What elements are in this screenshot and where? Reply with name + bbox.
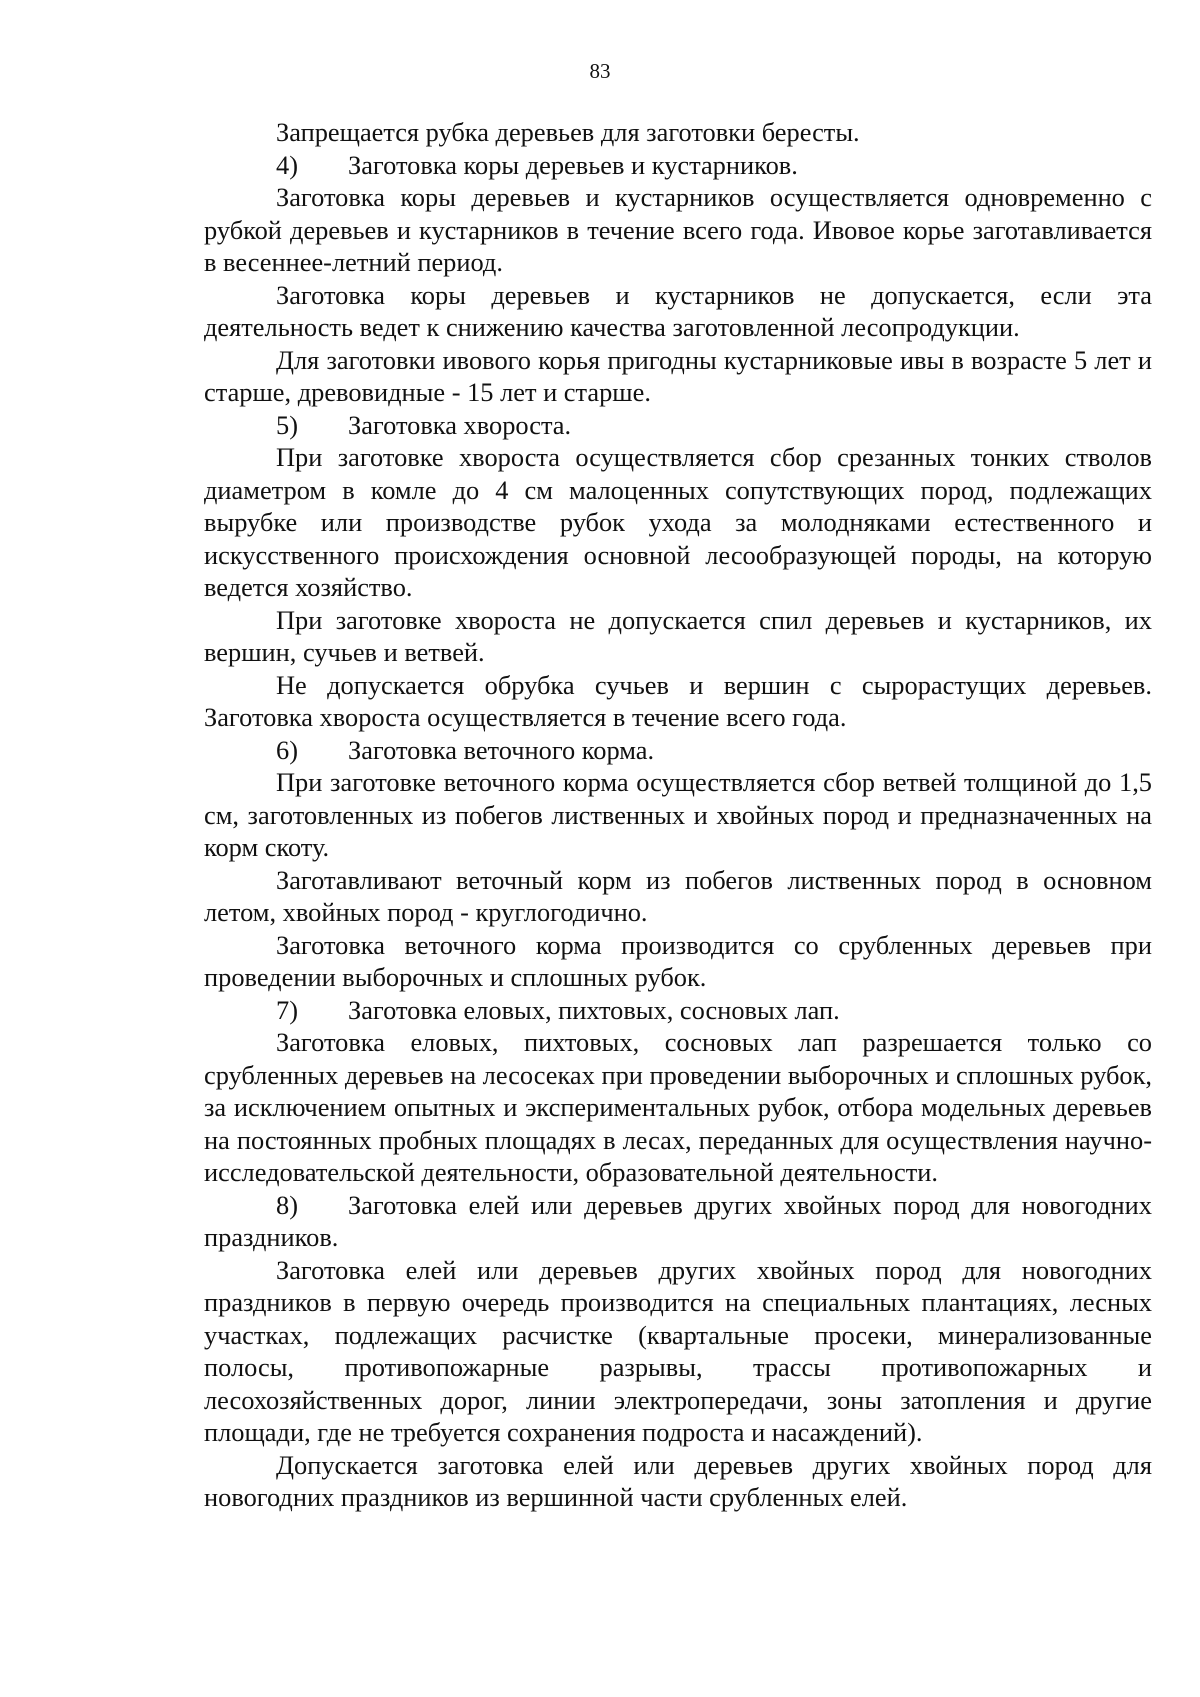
list-item-text: Заготовка еловых, пихтовых, сосновых лап. [348, 994, 840, 1025]
list-item-heading [204, 149, 1152, 182]
paragraph: Заготовка коры деревьев и кустарников осуществляется одновременно с рубкой деревьев и кустарников в течение всего года. Ивовое корье заготавливается в весеннее-летний период. [204, 182, 1152, 277]
list-number: 7) [276, 994, 298, 1025]
paragraph: Заготовка веточного корма производится со срубленных деревьев при проведении выборочных и сплошных рубок. [204, 929, 1152, 992]
paragraph: Не допускается обрубка сучьев и вершин с сырорастущих деревьев. Заготовка хвороста осуществляется в течение всего года. [204, 669, 1152, 732]
paragraph: Запрещается рубка деревьев для заготовки бересты. [276, 117, 860, 147]
list-item-heading [204, 994, 1152, 1027]
paragraph: Заготовка еловых, пихтовых, сосновых лап разрешается только со срубленных деревьев на лесосеках при проведении выборочных и сплошных рубок, за исключением опытных и экспериментальных рубок, отбора модельных деревьев на постоянных пробных площадях в лесах, переданных для осуществления научно-исследовательской деятельности, образовательной деятельности. [204, 1027, 1152, 1187]
list-number: 4) [276, 149, 298, 180]
list-item-text: Заготовка коры деревьев и кустарников. [348, 149, 798, 180]
paragraph: Для заготовки ивового корья пригодны кустарниковые ивы в возрасте 5 лет и старше, древовидные - 15 лет и старше. [204, 344, 1152, 407]
paragraph: Заготовка елей или деревьев других хвойных пород для новогодних праздников в первую очередь производится на специальных плантациях, лесных участках, подлежащих расчистке (квартальные просеки, минерализованные полосы, противопожарные разрывы, трассы противопожарных и лесохозяйственных дорог, линии электропередачи, зоны затопления и другие площади, где не требуется сохранения подроста и насаждений). [204, 1254, 1152, 1447]
paragraph: При заготовке хвороста осуществляется сбор срезанных тонких стволов диаметром в комле до 4 см малоценных сопутствующих пород, подлежащих вырубке или производстве рубок ухода за молодняками естественного и искусственного происхождения основной лесообразующей породы, на которую ведется хозяйство. [204, 442, 1152, 602]
list-number: 5) [276, 409, 298, 440]
page-number: 83 [589, 59, 611, 83]
list-item-text: Заготовка хвороста. [348, 409, 572, 440]
paragraph: При заготовке хвороста не допускается спил деревьев и кустарников, их вершин, сучьев и ветвей. [204, 604, 1152, 667]
list-number: 6) [276, 734, 298, 765]
list-item-text: Заготовка веточного корма. [348, 734, 655, 765]
list-item-heading [204, 734, 1152, 767]
document-body [204, 116, 1152, 1514]
list-item-heading [204, 409, 1152, 442]
paragraph: Заготавливают веточный корм из побегов лиственных пород в основном летом, хвойных пород - круглогодично. [204, 864, 1152, 927]
paragraph: Заготовка коры деревьев и кустарников не допускается, если эта деятельность ведет к снижению качества заготовленной лесопродукции. [204, 279, 1152, 342]
list-item-text: Заготовка елей или деревьев других хвойных пород для новогодних праздников. [204, 1189, 1152, 1252]
paragraph: Допускается заготовка елей или деревьев других хвойных пород для новогодних праздников из вершинной части срубленных елей. [204, 1449, 1152, 1512]
list-number: 8) [276, 1189, 298, 1220]
list-item-heading [204, 1189, 1152, 1254]
paragraph: При заготовке веточного корма осуществляется сбор ветвей толщиной до 1,5 см, заготовленных из побегов лиственных и хвойных пород и предназначенных на корм скоту. [204, 767, 1152, 862]
